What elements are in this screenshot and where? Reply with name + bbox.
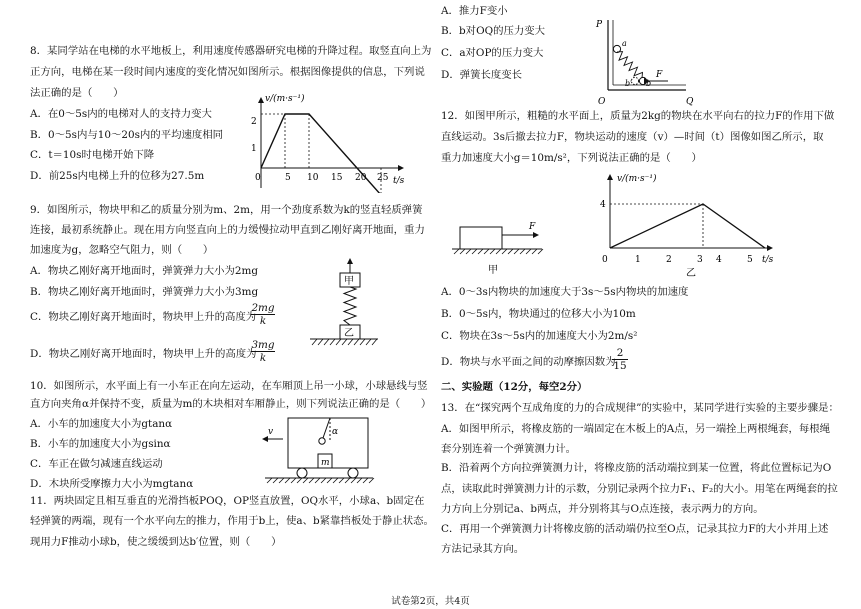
q11-option-c: C．a对OP的压力变大	[441, 47, 544, 59]
q8-option-c: C．t＝10s时电梯开始下降	[30, 149, 155, 161]
q12-line3: 重力加速度大小g＝10m/s²，下列说法正确的是（ ）	[441, 152, 702, 164]
spring-ab	[617, 52, 643, 78]
q8-vt-graph	[243, 88, 413, 193]
q12-xlabel: t/s	[762, 255, 774, 265]
hatch-mark	[318, 339, 323, 345]
q13-step-c-line1: C．再用一个弹簧测力计将橡皮筋的活动端仍拉至O点，记录其拉力F的大小并用上述	[441, 523, 829, 535]
hatch-mark	[279, 478, 284, 483]
q10-option-b: B．小车的加速度大小为gsinα	[30, 438, 171, 450]
q12-xtick-2: 2	[666, 255, 672, 265]
q12-xtick-1: 1	[635, 255, 641, 265]
hatch-mark	[351, 478, 356, 483]
q9-line1: 9．如图所示，物块甲和乙的质量分别为m、2m，用一个劲度系数为k的竖直轻质弹簧	[30, 204, 423, 216]
hatch-mark	[285, 478, 290, 483]
q9-d-denominator: k	[259, 352, 267, 364]
q8-xtick-5: 5	[285, 173, 291, 183]
q9-c-fraction	[251, 302, 275, 327]
hatch-mark	[478, 249, 483, 254]
hatch-mark	[336, 339, 341, 345]
q8-line1: 8．某同学站在电梯的水平地板上，利用速度传感器研究电梯的升降过程。取竖直向上为	[30, 45, 432, 57]
q12-ylabel: v/(m·s⁻¹)	[617, 174, 657, 184]
hatch-mark	[472, 249, 477, 254]
q8-ytick-1: 1	[251, 144, 257, 154]
spring	[344, 287, 356, 325]
hatch-mark	[312, 339, 317, 345]
page-footer: 试卷第2页，共4页	[391, 596, 470, 607]
hatch-mark	[303, 478, 308, 483]
q9-option-b: B．物块乙刚好离开地面时，弹簧弹力大小为3mg	[30, 286, 259, 298]
q8-ytick-2: 2	[251, 117, 257, 127]
hatch-mark	[357, 478, 362, 483]
q8-ylabel: v/(m·s⁻¹)	[265, 94, 305, 104]
hatch-mark	[309, 478, 314, 483]
q13-step-a-line2: 套分别连着一个弹簧测力计。	[441, 443, 577, 455]
q13-step-b-line1: B．沿着两个方向拉弹簧测力计，将橡皮筋的活动端拉到某一位置，将此位置标记为O	[441, 462, 832, 474]
q9-line2: 连接，最初系统静止。现在用方向竖直向上的力缓慢拉动甲直到乙刚好离开地面，重力	[30, 224, 425, 236]
q9-option-a: A．物块乙刚好离开地面时，弹簧弹力大小为2mg	[30, 265, 259, 277]
right-wheel	[348, 468, 358, 478]
velocity-label: v	[268, 427, 274, 437]
hatch-mark	[454, 249, 459, 254]
road-hatch	[267, 478, 374, 483]
q11-option-b: B．b对OQ的压力变大	[441, 25, 546, 37]
label-Q: Q	[686, 97, 694, 107]
q8-line2: 正方向，电梯在某一段时间内速度的变化情况如图所示。根据图像提供的信息，下列说	[30, 66, 425, 78]
q9-option-d	[30, 348, 257, 361]
q8-xtick-20: 20	[355, 173, 367, 183]
pendulum-ball	[319, 438, 325, 444]
force-label: F	[529, 222, 536, 232]
q12-option-c: C．物块在3s～5s内的加速度大小为2m/s²	[441, 330, 638, 342]
q12-grid	[610, 204, 765, 248]
hatch-mark	[460, 249, 465, 254]
q9-line3: 加速度为g，忽略空气阻力，则（ ）	[30, 244, 214, 256]
left-wheel	[297, 468, 307, 478]
q12-option-d-text: D．物块与水平面之间的动摩擦因数为	[441, 356, 616, 368]
q8-xtick-15: 15	[331, 173, 343, 183]
q8-option-d: D．前25s内电梯上升的位移为27.5m	[30, 170, 205, 182]
q10-line2: 直方向夹角α并保持不变，质量为m的木块相对车厢静止，则下列说法正确的是（ ）	[30, 398, 432, 410]
q8-option-b: B．0～5s内与10～20s内的平均速度相同	[30, 129, 224, 141]
hatch-mark	[532, 249, 537, 254]
hatch-mark	[502, 249, 507, 254]
label-b: b	[646, 79, 652, 88]
block-jia-label: 甲	[344, 276, 354, 287]
q9-spring-figure	[300, 255, 380, 355]
block	[460, 227, 502, 249]
hatch-mark	[273, 478, 278, 483]
hatch-mark	[324, 339, 329, 345]
q11-option-d: D．弹簧长度变长	[441, 69, 523, 81]
hatch-mark	[342, 339, 347, 345]
q13-intro: 13．在“探究两个互成角度的力的合成规律”的实验中，某同学进行实验的主要步骤是：	[441, 402, 839, 414]
hatch-mark	[291, 478, 296, 483]
q11-line2: 轻弹簧的两端，现有一个水平向左的推力，作用于b上，使a、b紧靠挡板处于静止状态。	[30, 515, 434, 527]
q12-xtick-5: 5	[747, 255, 753, 265]
q12-xtick-3: 3	[697, 255, 703, 265]
q13-step-b-line2: 点，读取此时弹簧测力计的示数，分别记录两个拉力F₁、F₂的大小。用笔在两绳套的拉	[441, 483, 838, 495]
label-P: P	[596, 20, 603, 30]
q10-option-d: D．木块所受摩擦力大小为mgtanα	[30, 478, 194, 490]
q12-vt-graph	[590, 170, 780, 282]
q10-cart-figure	[255, 412, 375, 484]
q8-option-a: A．在0～5s内的电梯对人的支持力变大	[30, 108, 212, 120]
label-b-prime: b′	[625, 79, 632, 88]
hatch-mark	[520, 249, 525, 254]
q12-ytick-4: 4	[600, 200, 606, 210]
ball-b-prime	[631, 77, 638, 84]
q10-option-a: A．小车的加速度大小为gtanα	[30, 418, 173, 430]
q12-d-denominator: 15	[613, 360, 627, 372]
q9-d-fraction	[251, 339, 275, 364]
q9-d-numerator: 3mg	[251, 339, 275, 351]
hatch-mark	[484, 249, 489, 254]
q12-d-fraction	[612, 347, 628, 372]
label-a: a	[622, 39, 627, 48]
block-yi-label: 乙	[344, 328, 354, 339]
hatch-mark	[538, 249, 543, 254]
hatch-mark	[339, 478, 344, 483]
caption-yi: 乙	[686, 268, 696, 279]
hatch-mark	[354, 339, 359, 345]
hatch-mark	[363, 478, 368, 483]
caption-jia: 甲	[488, 265, 498, 276]
hatch-mark	[348, 339, 353, 345]
hatch-mark	[496, 249, 501, 254]
q12-d-numerator: 2	[612, 347, 628, 360]
q9-c-numerator: 2mg	[251, 302, 275, 314]
hatch-mark	[514, 249, 519, 254]
q12-option-b: B．0～5s内，物块通过的位移大小为10m	[441, 308, 636, 320]
hatch-mark	[366, 339, 371, 345]
hatch-mark	[490, 249, 495, 254]
q13-step-c-line2: 方法记录其方向。	[441, 543, 525, 555]
q8-line3: 法正确的是（ ）	[30, 87, 124, 99]
q10-line1: 10．如图所示，水平面上有一小车正在向左运动，在车厢顶上吊一小球，小球悬线与竖	[30, 380, 428, 392]
q11-line1: 11．两块固定且相互垂直的光滑挡板POQ，OP竖直放置，OQ水平，小球a、b固定在	[30, 495, 425, 507]
hatch-mark	[297, 478, 302, 483]
ground-hatch	[312, 339, 377, 345]
wood-block-label: m	[321, 458, 330, 468]
label-O: O	[598, 97, 606, 107]
q12-line2: 直线运动。3s后撤去拉力F，物块运动的速度（v）—时间（t）图像如图乙所示，取	[441, 131, 824, 143]
q8-xlabel: t/s	[393, 176, 405, 186]
hatch-mark	[369, 478, 374, 483]
q12-xtick-4: 4	[716, 255, 722, 265]
hatch-mark	[345, 478, 350, 483]
hatch-mark	[321, 478, 326, 483]
hatch-mark	[466, 249, 471, 254]
q9-option-c	[30, 311, 256, 324]
hatch-mark	[267, 478, 272, 483]
q11-option-a: A．推力F变小	[441, 5, 508, 17]
q9-c-denominator: k	[259, 315, 267, 327]
q13-step-a-line1: A．如图甲所示，将橡皮筋的一端固定在木板上的A点，另一端拴上两根绳套，每根绳	[441, 423, 831, 435]
q12-xtick-0: 0	[602, 255, 608, 265]
q12-line1: 12．如图甲所示，粗糙的水平面上，质量为2kg的物块在水平向右的拉力F的作用下做	[441, 110, 835, 122]
q8-xtick-10: 10	[307, 173, 319, 183]
hatch-mark	[526, 249, 531, 254]
q12-series-line	[610, 204, 765, 248]
q8-xtick-25: 25	[377, 173, 389, 183]
ground-hatch	[454, 249, 543, 254]
q9-option-c-text: C．物块乙刚好离开地面时，物块甲上升的高度为	[30, 311, 257, 323]
hatch-mark	[330, 339, 335, 345]
q10-option-c: C．车正在做匀减速直线运动	[30, 458, 163, 470]
q12-option-d	[441, 356, 616, 369]
hatch-mark	[360, 339, 365, 345]
q11-wall-figure	[590, 12, 700, 112]
hatch-mark	[508, 249, 513, 254]
hatch-mark	[315, 478, 320, 483]
q9-option-d-text: D．物块乙刚好离开地面时，物块甲上升的高度为	[30, 348, 257, 360]
q12-option-a: A．0～3s内物块的加速度大于3s～5s内物块的加速度	[441, 286, 689, 298]
section-2-title: 二、实验题（12分，每空2分）	[441, 381, 588, 393]
q8-xtick-0: 0	[255, 173, 261, 183]
hatch-mark	[327, 478, 332, 483]
q13-step-b-line3: 力方向上分别记a、b两点，并分别将其与O点连接，表示两力的方向。	[441, 503, 764, 515]
label-F: F	[656, 70, 663, 80]
angle-label: α	[332, 427, 339, 437]
q12-block-figure-jia	[450, 205, 550, 280]
hatch-mark	[333, 478, 338, 483]
hatch-mark	[372, 339, 377, 345]
q11-line3: 现用力F推动小球b，使之缓缓到达b′位置，则（ ）	[30, 536, 282, 548]
